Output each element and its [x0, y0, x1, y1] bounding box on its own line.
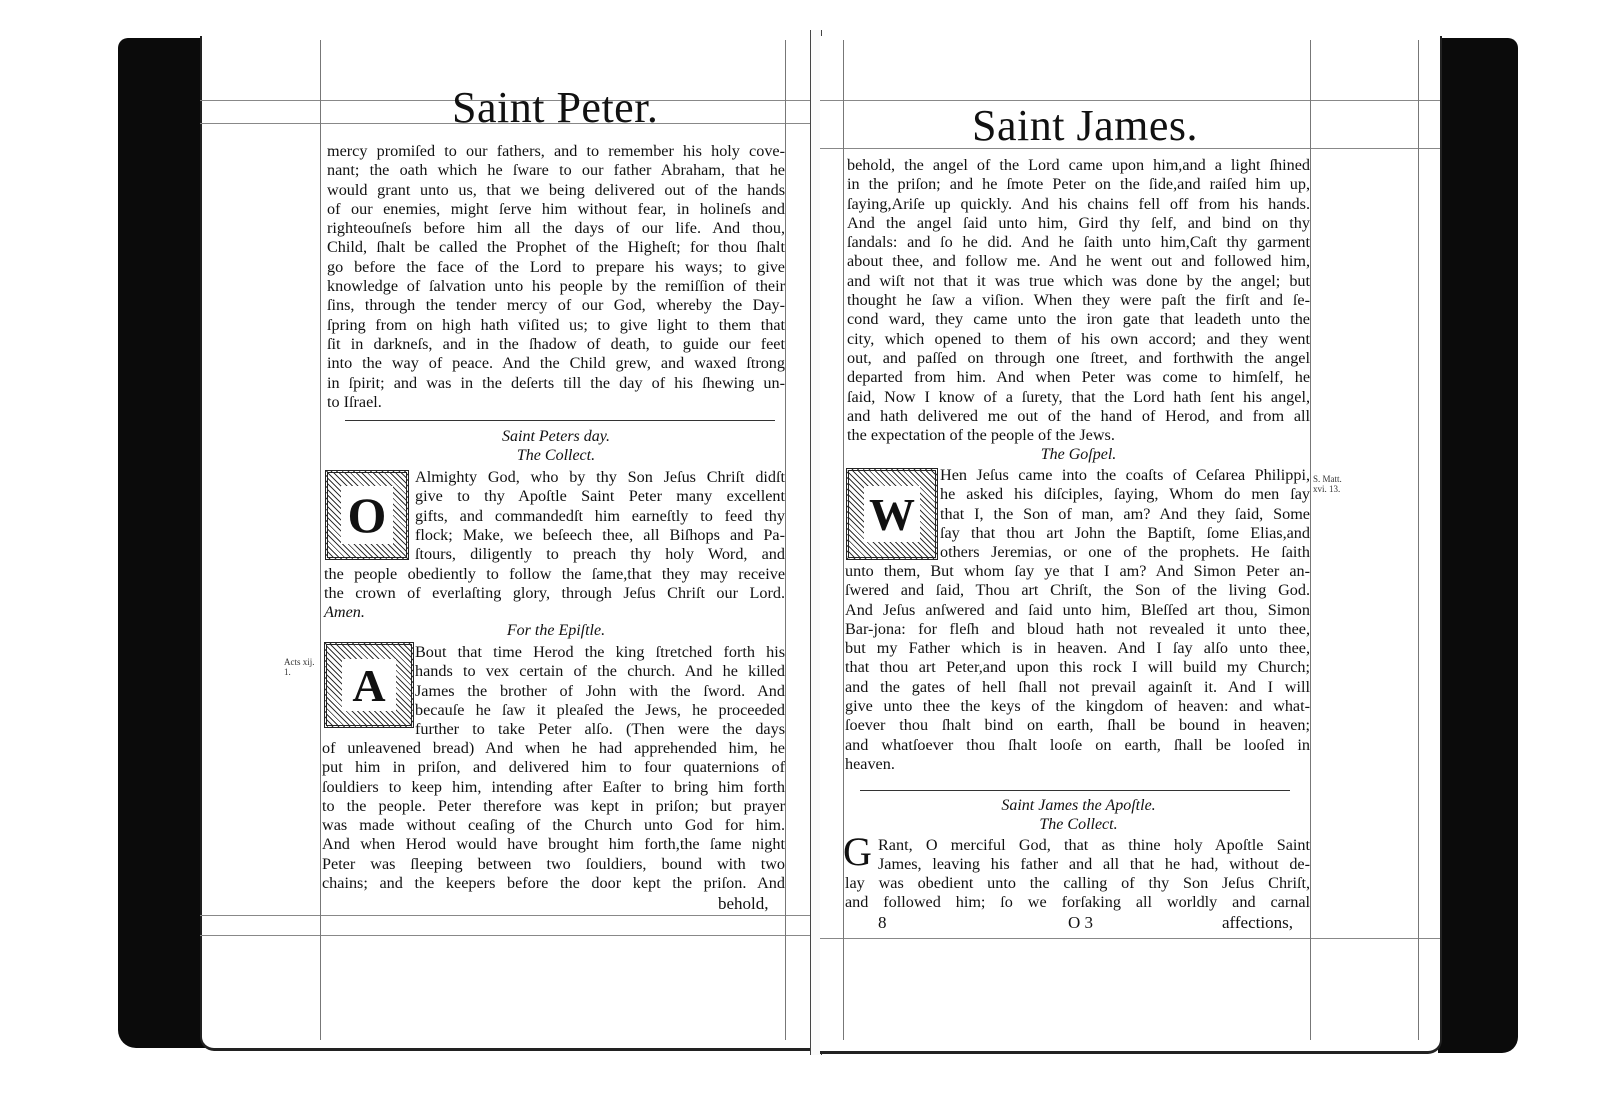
text-line: he asked his diſciples, ſaying, Whom do men ſay: [940, 485, 1310, 504]
text-line: knowledge of ſalvation unto his people by the remiſſion of their: [327, 277, 785, 296]
text-line: lay was obedient unto the calling of thy Son Jeſus Chriſt,: [845, 874, 1310, 892]
amen: Amen.: [324, 603, 365, 621]
text-line: behold, the angel of the Lord came upon him,and a light ſhined: [847, 156, 1310, 174]
text-line: Rant, O merciful God, that as thine holy Apoſtle Saint: [878, 836, 1310, 854]
text-line: further to take Peter alſo. (Then were the days: [415, 720, 785, 739]
collect-heading: The Collect.: [516, 447, 596, 464]
text-line: give unto thee the keys of the kingdom of heaven: and what-: [845, 697, 1310, 716]
margin-reference: S. Matt. xvi. 13.: [1313, 474, 1342, 494]
text-line: about thee, and follow me. And he went out and followed him,: [847, 252, 1310, 271]
margin-reference: Acts xij. 1.: [284, 657, 315, 677]
feast-heading: Saint Peters day.: [502, 428, 610, 445]
text-line: of unleavened bread) And when he had apprehended him, he: [322, 739, 785, 757]
text-line: unto them, But whom ſay ye that I am? And Simon Peter an-: [845, 562, 1310, 580]
ruled-line: [200, 915, 810, 916]
book-edge-right: [1438, 38, 1518, 1053]
text-line: ſpring from on high hath viſited us; to give light to them that: [327, 315, 785, 334]
text-line: Child, ſhalt be called the Prophet of the Higheſt; for thou ſhalt: [327, 238, 785, 257]
text-line: ſouldiers to keep him, intending after Eaſter to bring him forth: [322, 777, 785, 796]
ruled-line: [843, 40, 844, 1040]
text-line: hands to vex certain of the church. And he killed: [415, 662, 785, 681]
ruled-line: [820, 938, 1440, 939]
text-line: ſins, through the tender mercy of our God, whereby the Day-: [327, 296, 785, 315]
text-line: give to thy Apoſtle Saint Peter many excellent: [415, 487, 785, 506]
text-line: James the brother of John with the ſword. And: [415, 681, 785, 700]
text-line: James, leaving his father and all that he had, without de-: [878, 855, 1310, 874]
catchword: behold,: [718, 894, 769, 913]
text-line: would grant unto us, that we being delivered out of the hands: [327, 180, 785, 199]
text-line: Peter was ſleeping between two ſouldiers, bound with two: [322, 854, 785, 873]
collect-text: [415, 468, 785, 564]
continuation-text: [327, 142, 785, 412]
text-line: Almighty God, who by thy Son Jeſus Chriſt didſt: [415, 468, 785, 486]
ruled-line: [320, 40, 321, 1040]
collect-text: [845, 874, 1310, 913]
text-line: in the priſon; and he ſmote Peter on the ſide,and raiſed him up,: [847, 175, 1310, 194]
text-line: cond ward, they came unto the iron gate that leadeth unto the: [847, 310, 1310, 329]
page-title: Saint James.: [972, 101, 1198, 150]
signature-number: 8: [878, 913, 887, 932]
text-line: but my Father which is in heaven. And I ſay alſo unto thee,: [845, 639, 1310, 658]
section-divider: [345, 420, 775, 421]
text-line: ſwered and ſaid, Thou art Chriſt, the Son of the living God.: [845, 581, 1310, 600]
ruled-line: [1418, 40, 1419, 1040]
text-line: into the way of peace. And the Child grew, and waxed ſtrong: [327, 354, 785, 373]
text-line: out, and paſſed on through one ſtreet, and forthwith the angel: [847, 348, 1310, 367]
text-line: in ſpirit; and was in the deſerts till the day of his ſhewing un-: [327, 373, 785, 392]
ruled-line: [200, 935, 810, 936]
text-line: ſay that thou art John the Baptiſt, ſome Elias,and: [940, 523, 1310, 542]
gospel-text: [940, 466, 1310, 562]
text-line: of our enemies, might ſerve him without fear, in holineſs and: [327, 199, 785, 218]
text-line: ſoever thou ſhalt bind on earth, ſhall be bound in heaven;: [845, 716, 1310, 735]
text-line: to Iſrael.: [327, 392, 382, 411]
collect-text: [878, 836, 1310, 875]
text-line: to the people. Peter therefore was kept in priſon; but prayer: [322, 796, 785, 815]
text-line: put him in priſon, and delivered him to four quaternions of: [322, 758, 785, 777]
book-edge-left: [118, 38, 210, 1048]
text-line: and whatſoever thou ſhalt looſe on earth, ſhall be looſed in: [845, 735, 1310, 754]
epistle-text: [415, 643, 785, 739]
text-line: the crown of everlaſting glory, through Jeſus Chriſt our Lord.: [324, 584, 785, 603]
ruled-line: [1310, 40, 1311, 1040]
gospel-text: [845, 562, 1310, 774]
text-line: gifts, and commandedſt him earneſtly to feed thy: [415, 506, 785, 525]
text-line: Bar-jona: for fleſh and bloud hath not revealed it unto thee,: [845, 619, 1310, 638]
text-line: and wiſt not that it was true which was done by the angel; but: [847, 271, 1310, 290]
decorated-initial: A: [324, 642, 414, 728]
decorated-initial: W: [846, 468, 938, 560]
text-line: heaven.: [845, 754, 895, 773]
text-line: chains; and the keepers before the door kept the priſon. And: [322, 874, 785, 893]
text-line: the people obediently to follow the ſame,that they may receive: [324, 565, 785, 583]
text-line: And the angel ſaid unto him, Gird thy ſelf, and bind on thy: [847, 213, 1310, 232]
text-line: others Jeremias, or one of the prophets. He ſaith: [940, 543, 1310, 562]
text-line: go before the face of the Lord to prepare his ways; to give: [327, 257, 785, 276]
text-line: the expectation of the people of the Jews.: [847, 426, 1115, 445]
text-line: Bout that time Herod the king ſtretched forth his: [415, 643, 785, 661]
page-title: Saint Peter.: [452, 83, 659, 132]
text-line: was made without ceaſing of the Church unto God for him.: [322, 816, 785, 835]
continuation-text: [847, 156, 1310, 445]
text-line: that I, the Son of man, am? And they ſaid, Some: [940, 504, 1310, 523]
text-line: And Jeſus anſwered and ſaid unto him, Bleſſed art thou, Simon: [845, 600, 1310, 619]
collect-initial: G: [843, 829, 872, 874]
text-line: ſaying,Ariſe up quickly. And his chains fell off from his hands.: [847, 194, 1310, 213]
collect-text: [324, 565, 785, 604]
text-line: nant; the oath which he ſware to our father Abraham, that he: [327, 161, 785, 180]
collect-heading: The Collect.: [1039, 816, 1118, 833]
text-line: righteouſneſs before him all the days of our life. And thou,: [327, 219, 785, 238]
text-line: flock; Make, we beſeech thee, all Biſhops and Pa-: [415, 525, 785, 544]
text-line: ſtours, diligently to preach thy holy Word, and: [415, 545, 785, 564]
decorated-initial: O: [325, 470, 409, 560]
text-line: that thou art Peter,and upon this rock I will build my Church;: [845, 658, 1310, 677]
feast-heading: Saint James the Apoſtle.: [1001, 797, 1156, 814]
text-line: ſaid, Now I know of a ſurety, that the Lord hath ſent his angel,: [847, 387, 1310, 406]
ruled-line: [785, 40, 786, 1040]
text-line: thought he ſaw a viſion. When they were paſt the firſt and ſe-: [847, 291, 1310, 310]
text-line: mercy promiſed to our fathers, and to remember his holy cove-: [327, 142, 785, 160]
text-line: and followed him; ſo we forſaking all worldly and carnal: [845, 893, 1310, 912]
catchword: affections,: [1222, 913, 1293, 932]
epistle-heading: For the Epiſtle.: [506, 622, 606, 639]
text-line: becauſe he ſaw it pleaſed the Jews, he proceeded: [415, 700, 785, 719]
text-line: ſit in darkneſs, and in the ſhadow of death, to guide our feet: [327, 334, 785, 353]
epistle-text: [322, 739, 785, 893]
text-line: And when Herod would have brought him forth,the ſame night: [322, 835, 785, 854]
text-line: Hen Jeſus came into the coaſts of Ceſarea Philippi,: [940, 466, 1310, 484]
text-line: city, which opened to them of his own accord; and they went: [847, 329, 1310, 348]
text-line: and hath delivered me out of the hand of Herod, and from all: [847, 406, 1310, 425]
text-line: departed from him. And when Peter was come to himſelf, he: [847, 368, 1310, 387]
section-divider: [860, 790, 1290, 791]
text-line: ſandals: and ſo he did. And he ſaith unto him,Caſt thy garment: [847, 233, 1310, 252]
text-line: and the gates of hell ſhall not prevail againſt it. And I will: [845, 677, 1310, 696]
gospel-heading: The Goſpel.: [1040, 446, 1117, 463]
gathering-mark: O 3: [1068, 913, 1094, 932]
